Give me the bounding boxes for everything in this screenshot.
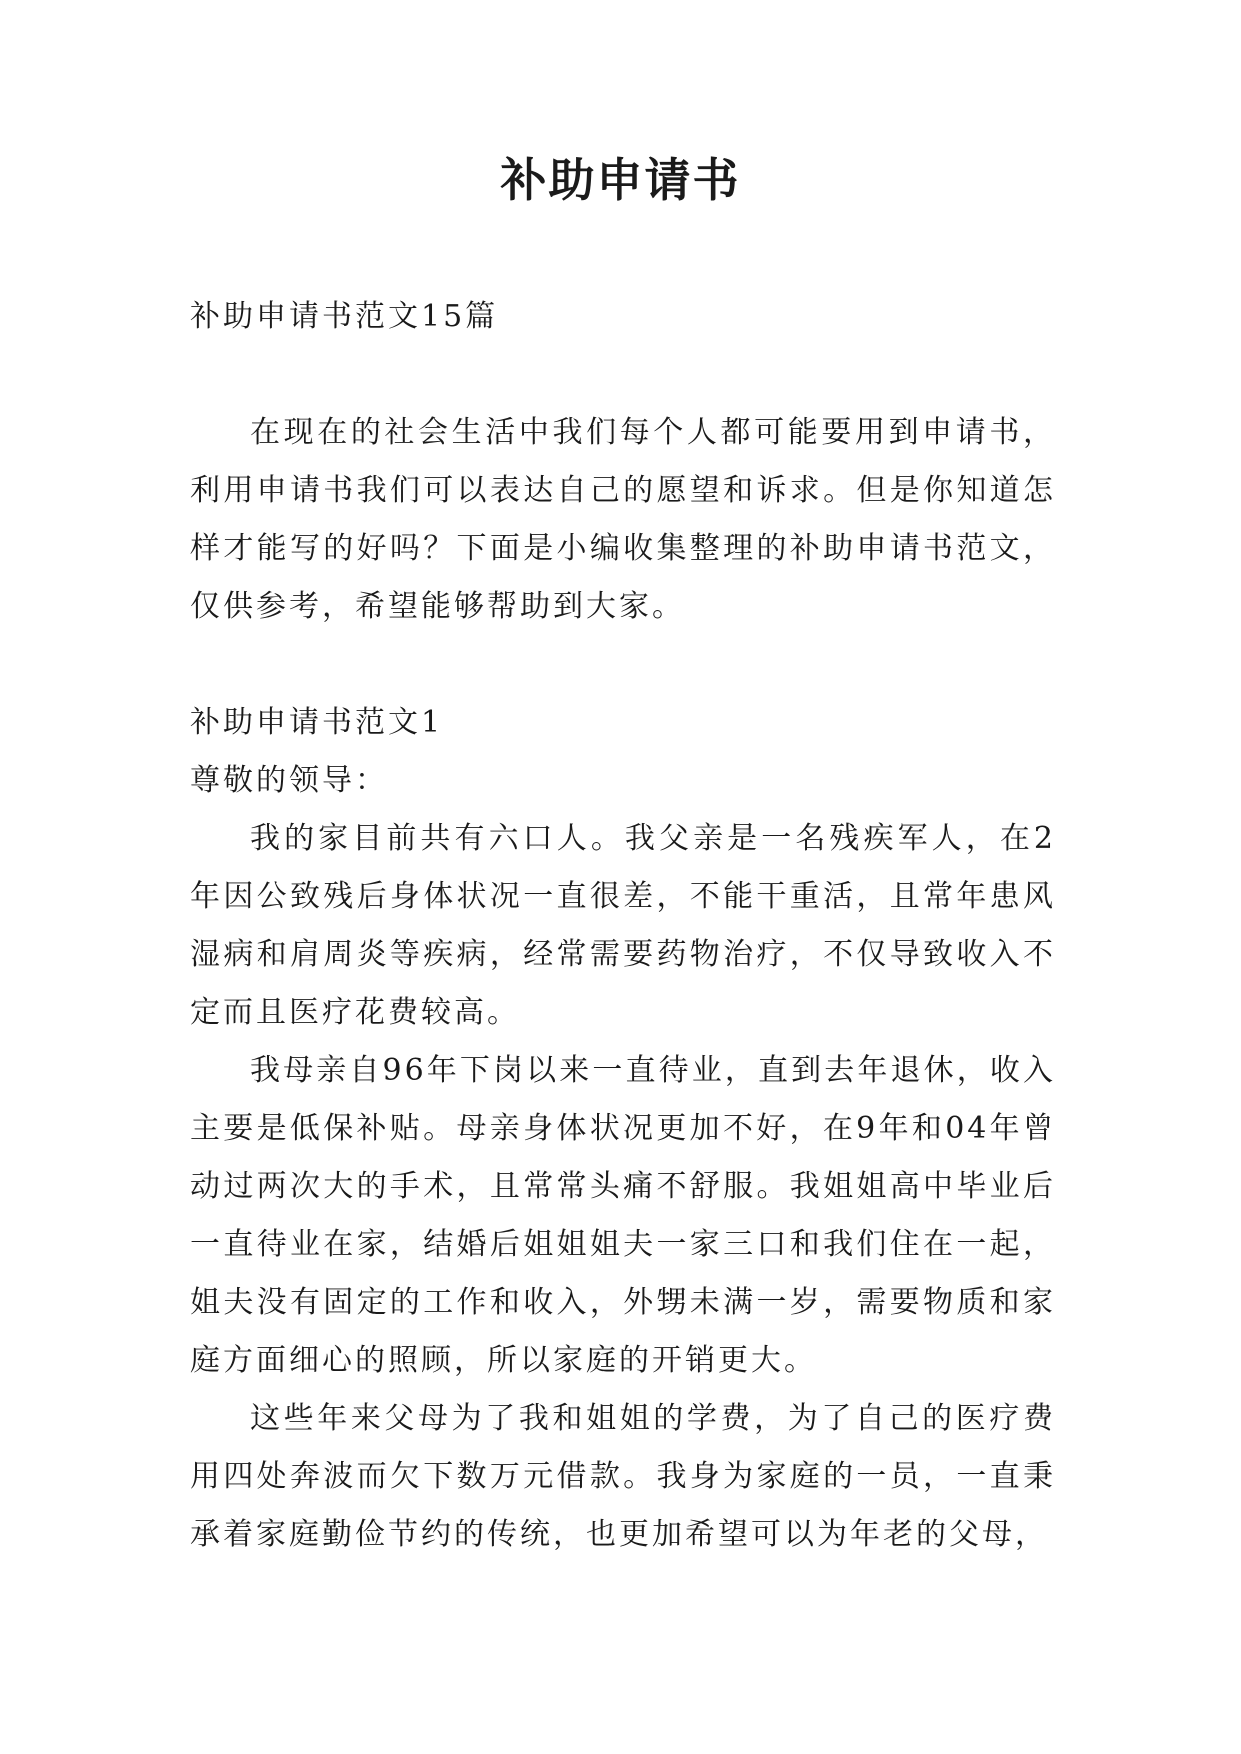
salutation: 尊敬的领导： [190,763,388,798]
document-subtitle: 补助申请书范文15篇 [190,299,499,334]
body-paragraph: 我的家目前共有六口人。我父亲是一名残疾军人，在2年因公致残后身体状况一直很差，不能干重活，且常年患风湿病和肩周炎等疾病，经常需要药物治疗，不仅导致收入不定而且医疗花费较高。 [190,821,1056,1030]
body-paragraph: 这些年来父母为了我和姐姐的学费，为了自己的医疗费用四处奔波而欠下数万元借款。我身为家庭的一员，一直秉承着家庭勤俭节约的传统，也更加希望可以为年老的父母， [190,1401,1056,1552]
spacer [190,346,1056,404]
intro-paragraph: 在现在的社会生活中我们每个人都可能要用到申请书，利用申请书我们可以表达自己的愿望和诉求。但是你知道怎样才能写的好吗？下面是小编收集整理的补助申请书范文，仅供参考，希望能够帮助到大家。 [190,415,1056,624]
body-paragraph: 我母亲自96年下岗以来一直待业，直到去年退休，收入主要是低保补贴。母亲身体状况更加不好，在9年和04年曾动过两次大的手术，且常常头痛不舒服。我姐姐高中毕业后一直待业在家，结婚后姐姐姐夫一家三口和我们住在一起，姐夫没有固定的工作和收入，外甥未满一岁，需要物质和家庭方面细心的照顾，所以家庭的开销更大。 [190,1053,1056,1378]
spacer [190,636,1056,694]
document-title: 补助申请书 [500,153,741,207]
section-heading: 补助申请书范文1 [190,705,444,740]
document-body [190,288,1056,1564]
